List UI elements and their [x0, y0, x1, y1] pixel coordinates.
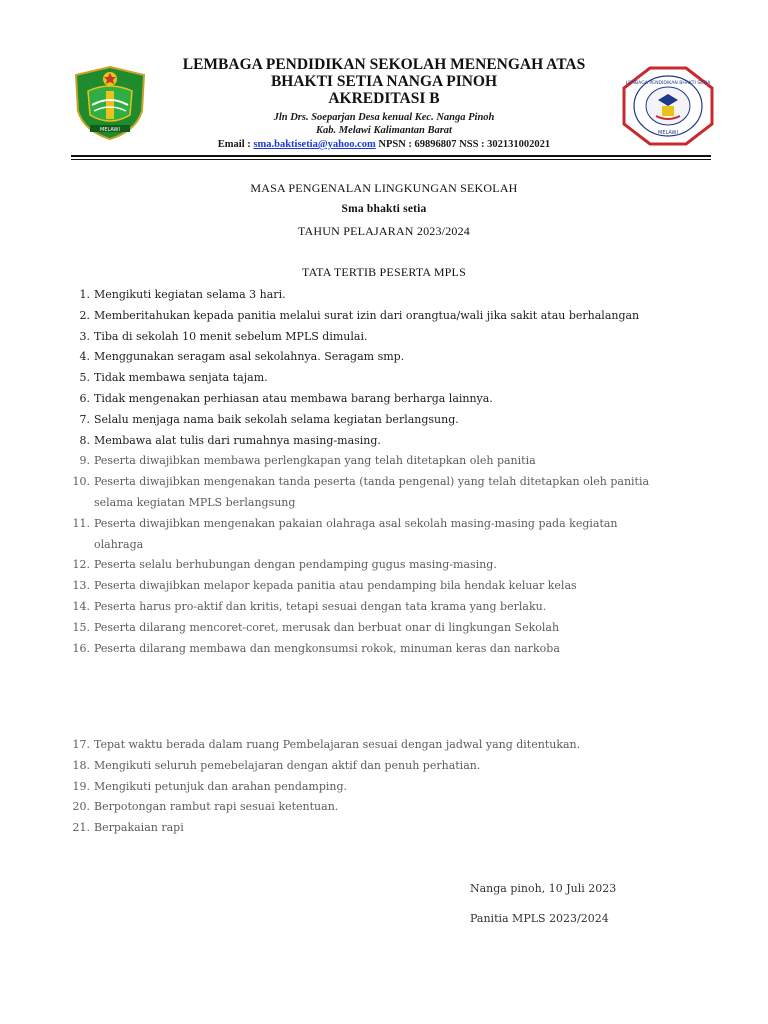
list-item: 16. Peserta dilarang membawa dan mengkonsumsi rokok, minuman keras dan narkoba: [72, 641, 560, 655]
letterhead-divider-thin: [71, 159, 711, 160]
list-item: 5. Tidak membawa senjata tajam.: [79, 371, 268, 385]
list-item: 12. Peserta selalu berhubungan dengan pendamping gugus masing-masing.: [72, 558, 497, 572]
list-item: 1. Mengikuti kegiatan selama 3 hari.: [79, 288, 286, 301]
list-item: 3. Tiba di sekolah 10 menit sebelum MPLS dimulai.: [79, 329, 368, 343]
list-item: 14. Peserta harus pro-aktif dan kritis, tetapi sesuai dengan tata krama yang berlaku.: [72, 599, 547, 613]
list-item: 17. Tepat waktu berada dalam ruang Pembelajaran sesuai dengan jadwal yang ditentukan.: [72, 738, 581, 751]
list-item: 19. Mengikuti petunjuk dan arahan pendamping.: [72, 779, 348, 793]
rules-title: TATA TERTIB PESERTA MPLS: [302, 265, 466, 279]
right-logo-text: LEMBAGA PENDIDIKAN BHAKTI SETIA: [625, 81, 711, 86]
letterhead-line-1: LEMBAGA PENDIDIKAN SEKOLAH MENENGAH ATAS: [182, 56, 586, 73]
list-item: 10. Peserta diwajibkan mengenakan tanda peserta (tanda pengenal) yang telah ditetapkan oleh panitia selama kegiatan MPLS berlangsung: [72, 475, 650, 509]
list-item: 20. Berpotongan rambut rapi sesuai ketentuan.: [72, 800, 339, 814]
list-item: 7. Selalu menjaga nama baik sekolah selama kegiatan berlangsung.: [79, 412, 459, 426]
letterhead-address-1: Jln Drs. Soeparjan Desa kenual Kec. Nanga Pinoh: [273, 112, 495, 123]
letterhead-line-2: BHAKTI SETIA NANGA PINOH: [270, 73, 498, 90]
email-label: Email :: [217, 139, 254, 150]
rules-list-part-1: [72, 285, 712, 659]
list-item: 21. Berpakaian rapi: [72, 821, 184, 835]
right-logo-sub: MELAWI: [658, 130, 678, 136]
letterhead-line-3: AKREDITASI B: [328, 90, 440, 107]
list-item: 11. Peserta diwajibkan mengenakan pakaian olahraga asal sekolah masing-masing pada kegiatan olahraga: [72, 516, 618, 551]
list-item: 8. Membawa alat tulis dari rumahnya masing-masing.: [79, 433, 381, 447]
school-name: Sma bhakti setia: [341, 203, 427, 215]
list-item: 13. Peserta diwajibkan melapor kepada panitia atau pendamping bila hendak keluar kelas: [72, 579, 577, 593]
academic-year: TAHUN PELAJARAN 2023/2024: [297, 224, 471, 238]
list-item: 15. Peserta dilarang mencoret-coret, merusak dan berbuat onar di lingkungan Sekolah: [72, 620, 560, 634]
svg-text:MELAWI: MELAWI: [100, 127, 120, 133]
school-ids: NPSN : 69896807 NSS : 302131002021: [375, 139, 551, 150]
list-item: 2. Memberitahukan kepada panitia melalui surat izin dari orangtua/wali jika sakit atau berhalangan: [79, 308, 640, 322]
rules-list-part-2: [72, 735, 712, 839]
event-title: MASA PENGENALAN LINGKUNGAN SEKOLAH: [250, 181, 518, 195]
school-foundation-logo: [622, 66, 714, 146]
list-item: 4. Menggunakan seragam asal sekolahnya. Seragam smp.: [79, 350, 405, 364]
signature-place-date: Nanga pinoh, 10 Juli 2023: [470, 882, 617, 895]
list-item: 6. Tidak mengenakan perhiasan atau membawa barang berharga lainnya.: [79, 391, 493, 405]
letterhead-address-2: Kab. Melawi Kalimantan Barat: [316, 125, 452, 136]
signature-committee: Panitia MPLS 2023/2024: [470, 912, 609, 925]
list-item: 18. Mengikuti seluruh pemebelajaran dengan aktif dan penuh perhatian.: [72, 758, 481, 772]
school-district-logo: [72, 65, 148, 141]
list-item: 9. Peserta diwajibkan membawa perlengkapan yang telah ditetapkan oleh panitia: [79, 454, 536, 468]
letterhead: [150, 56, 618, 151]
letterhead-divider-thick: [71, 155, 711, 157]
letterhead-contact: [150, 138, 618, 151]
email-link[interactable]: sma.baktisetia@yahoo.com: [253, 139, 376, 150]
